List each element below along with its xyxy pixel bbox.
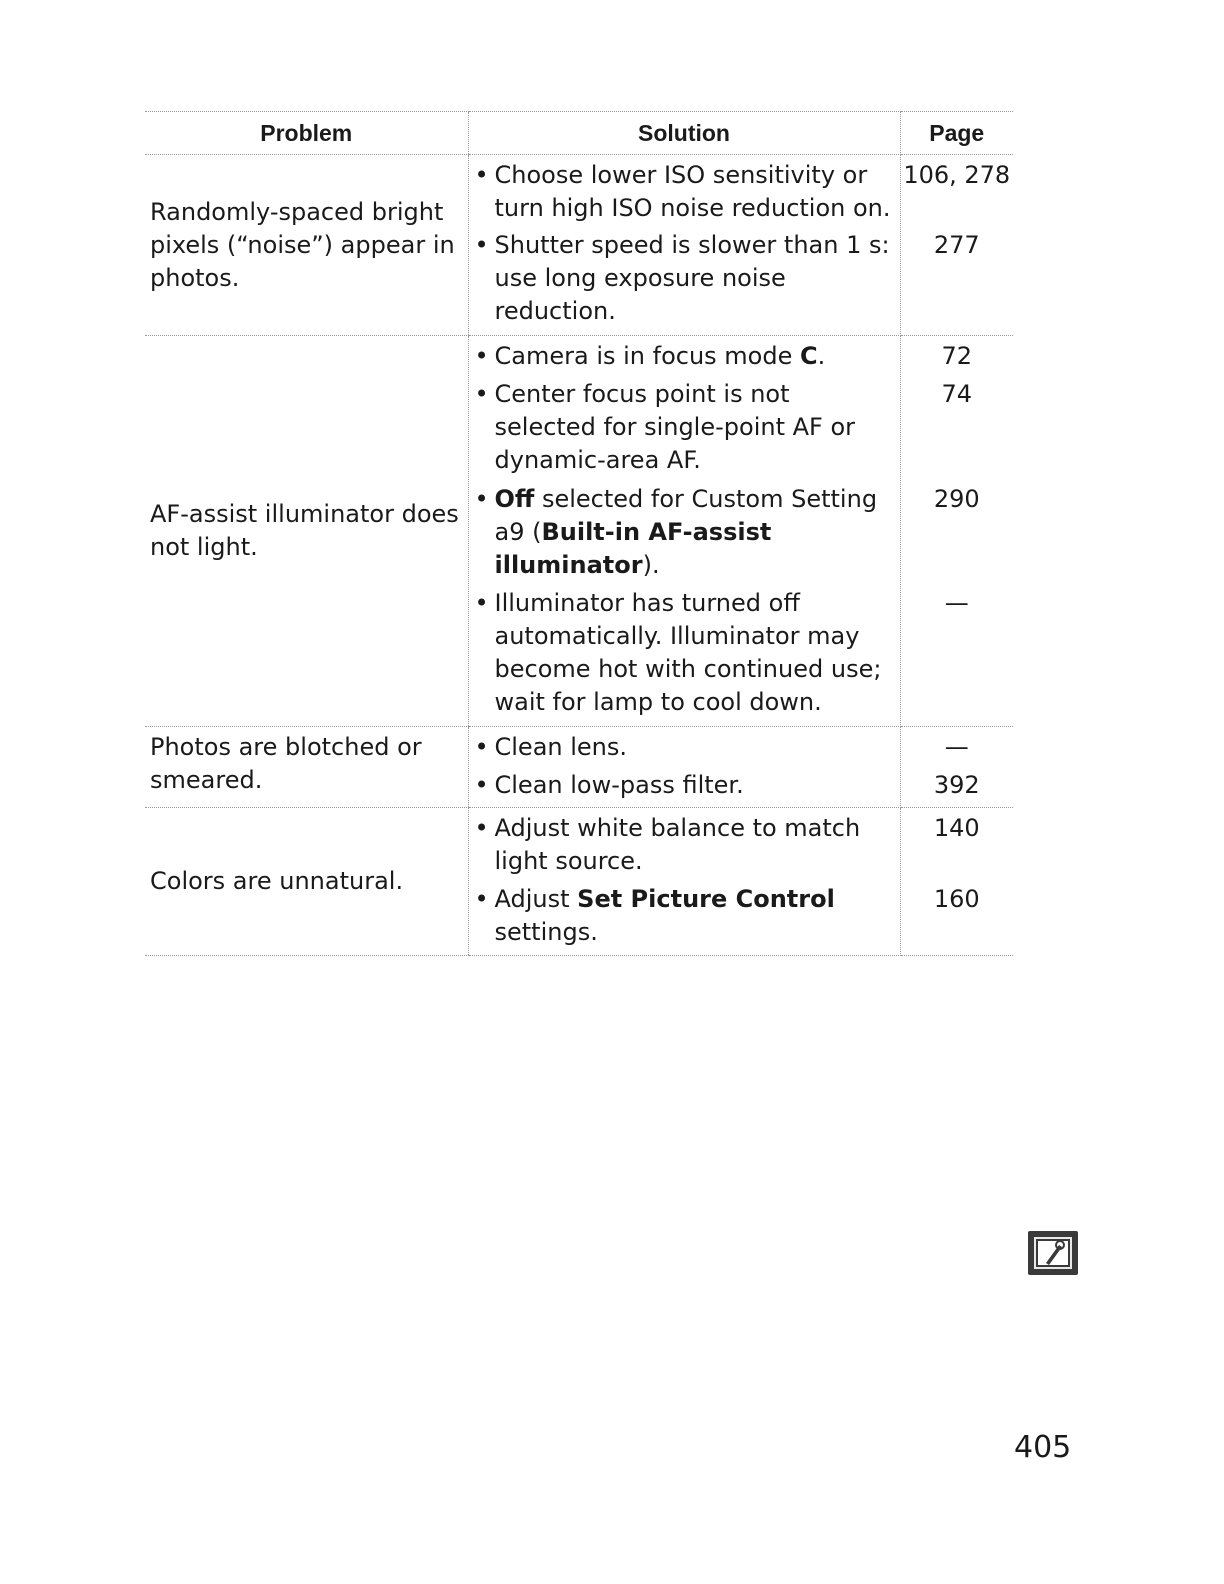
solution-item: • Shutter speed is slower than 1 s: use long exposure noise reduction. [469, 229, 900, 335]
wrench-icon [1034, 1237, 1072, 1269]
focus-mode-symbol: C [799, 342, 818, 370]
page-ref: 277 [933, 231, 980, 259]
page-number: 405 [1014, 1430, 1072, 1465]
page-ref: 72 [941, 342, 973, 370]
solution-item: • Illuminator has turned off automatically. Illuminator may become hot with continued use; wait for lamp to cool down. [469, 587, 900, 726]
page-ref: — [944, 733, 969, 761]
bullet: • [474, 342, 489, 370]
solution-cell [468, 336, 900, 727]
bullet: • [474, 380, 489, 408]
solution-item: • Clean lens. [469, 731, 900, 769]
page-ref: 290 [933, 485, 980, 513]
page-ref: 74 [941, 380, 973, 408]
bullet: • [474, 885, 489, 913]
table-row [145, 727, 1013, 808]
problem-cell: Colors are unnatural. [145, 808, 468, 956]
page-cell [900, 336, 1013, 727]
page-cell [900, 808, 1013, 956]
header-page: Page [900, 112, 1013, 155]
page-cell [900, 155, 1013, 336]
page-ref: 106, 278 [903, 161, 1011, 189]
solution-item: • Adjust white balance to match light source. [469, 812, 900, 883]
solution-item: • Center focus point is not selected for single-point AF or dynamic-area AF. [469, 378, 900, 483]
solution-item: • Off selected for Custom Setting a9 (Built-in AF-assist illuminator). [469, 483, 900, 587]
troubleshooting-icon [1028, 1231, 1078, 1275]
page-ref: 140 [933, 814, 980, 842]
bullet: • [474, 161, 489, 189]
table-row [145, 808, 1013, 956]
page-ref: 160 [933, 885, 980, 913]
header-problem: Problem [145, 112, 468, 155]
problem-cell: Photos are blotched or smeared. [145, 727, 468, 808]
troubleshooting-table [145, 111, 1013, 956]
bullet: • [474, 485, 489, 513]
header-solution: Solution [468, 112, 900, 155]
solution-item: • Camera is in focus mode C. [469, 340, 900, 378]
solution-item: • Choose lower ISO sensitivity or turn high ISO noise reduction on. [469, 159, 900, 229]
table-row [145, 336, 1013, 727]
solution-cell [468, 727, 900, 808]
page-cell [900, 727, 1013, 808]
solution-cell [468, 155, 900, 336]
page-ref: 392 [933, 771, 980, 799]
problem-cell: Randomly-spaced bright pixels (“noise”) appear in photos. [145, 155, 468, 336]
problem-cell: AF-assist illuminator does not light. [145, 336, 468, 727]
bullet: • [474, 589, 489, 617]
bullet: • [474, 814, 489, 842]
bullet: • [474, 771, 489, 799]
table-row [145, 155, 1013, 336]
bullet: • [474, 733, 489, 761]
solution-item: • Adjust Set Picture Control settings. [469, 883, 900, 955]
bullet: • [474, 231, 489, 259]
solution-item: • Clean low-pass filter. [469, 769, 900, 807]
solution-cell [468, 808, 900, 956]
page-ref: — [944, 589, 969, 617]
table-header-row [145, 112, 1013, 155]
